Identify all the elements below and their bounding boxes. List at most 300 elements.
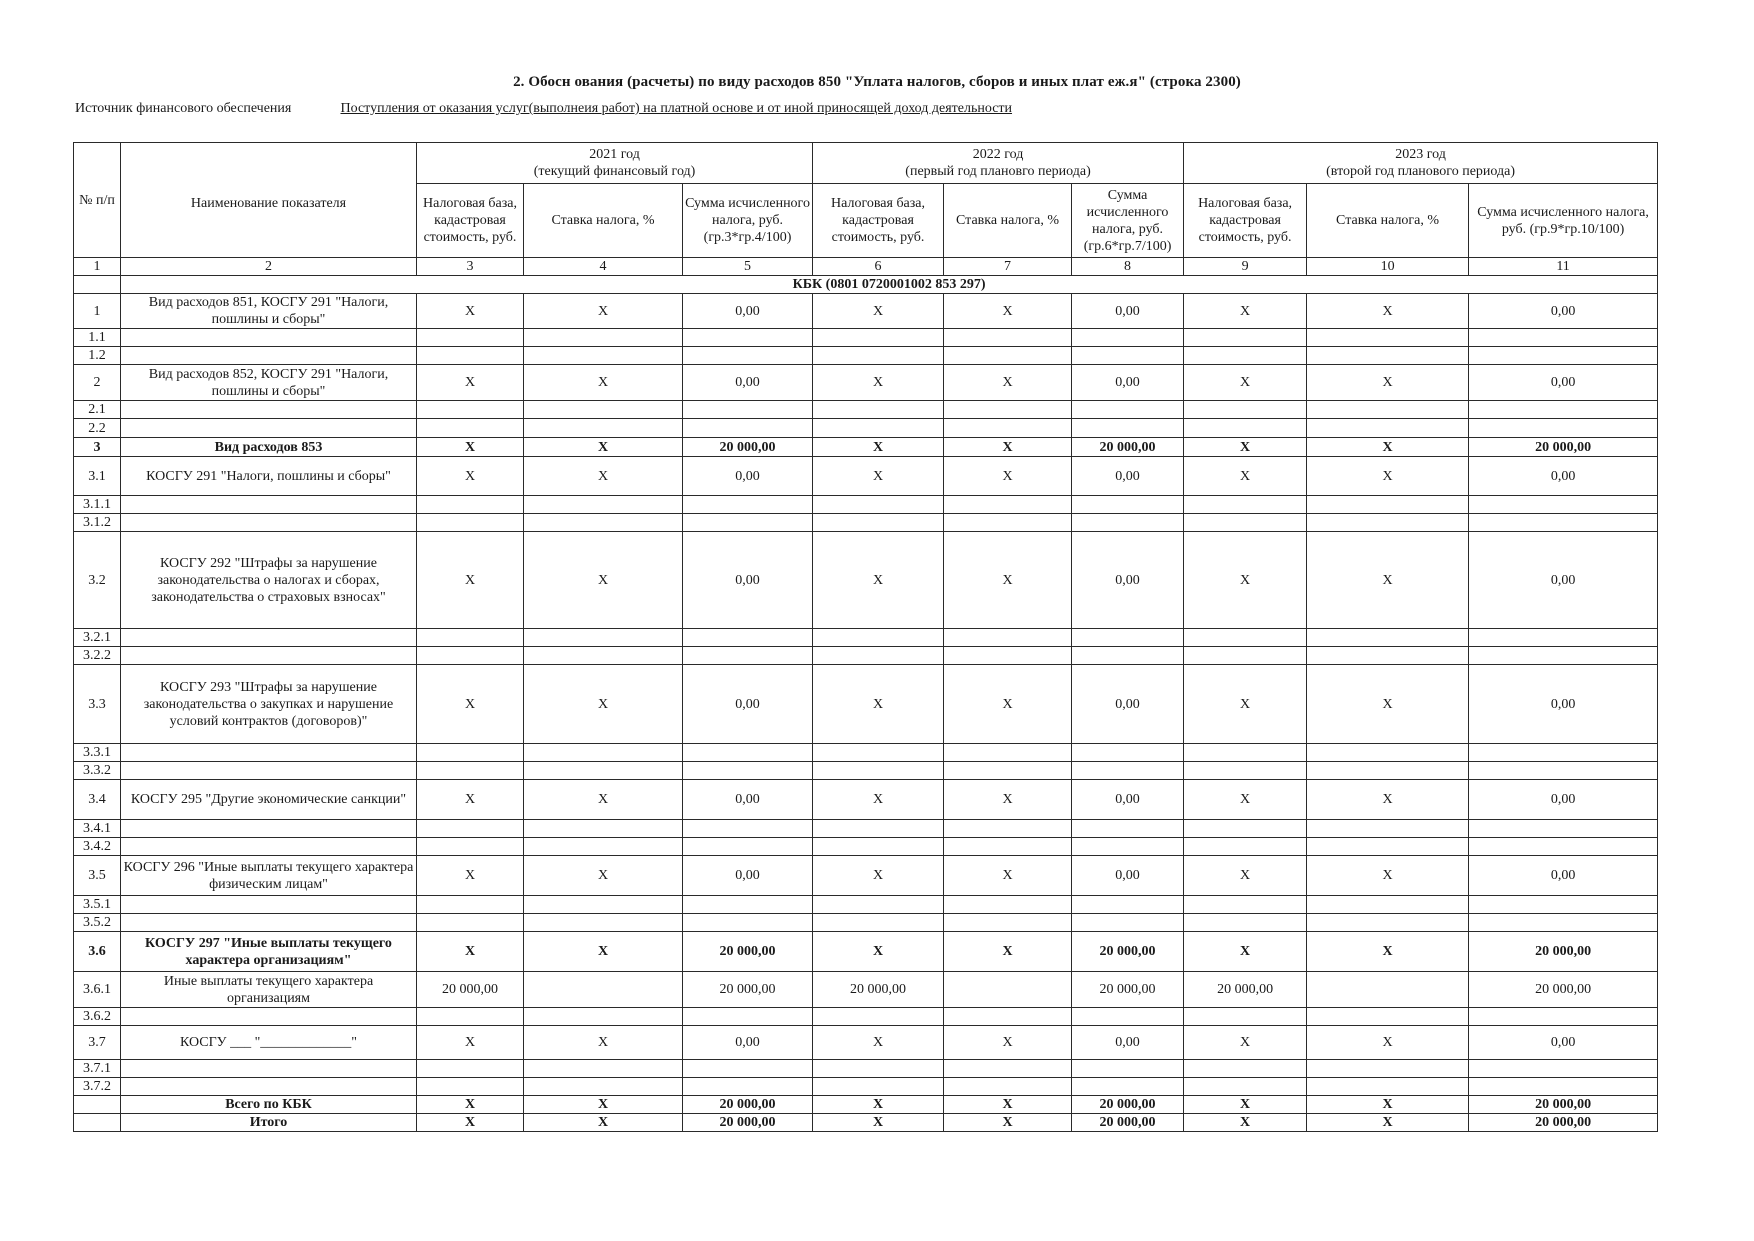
header-base: Налоговая база, кадастровая стоимость, руб.: [1184, 184, 1307, 258]
tax-rate-cell: [524, 1078, 683, 1096]
tax-base-cell: X: [417, 1096, 524, 1114]
tax-base-cell: [813, 514, 944, 532]
tax-base-cell: X: [1184, 1114, 1307, 1132]
header-year-2021: [417, 143, 813, 184]
tax-rate-cell: X: [944, 294, 1072, 329]
tax-base-cell: [1184, 896, 1307, 914]
tax-rate-cell: X: [944, 665, 1072, 744]
tax-base-cell: [1184, 914, 1307, 932]
tax-rate-cell: [944, 647, 1072, 665]
tax-sum-cell: 20 000,00: [1072, 1096, 1184, 1114]
header-base: Налоговая база, кадастровая стоимость, руб.: [813, 184, 944, 258]
tax-sum-cell: [683, 820, 813, 838]
table-row: [74, 838, 1658, 856]
tax-sum-cell: [1469, 1060, 1658, 1078]
tax-rate-cell: X: [1307, 780, 1469, 820]
tax-base-cell: X: [813, 780, 944, 820]
row-number: 1: [74, 294, 121, 329]
tax-rate-cell: [524, 347, 683, 365]
tax-sum-cell: [683, 419, 813, 438]
indicator-name: Иные выплаты текущего характера организациям: [121, 972, 417, 1008]
tax-rate-cell: [524, 647, 683, 665]
tax-rate-cell: [1307, 1008, 1469, 1026]
tax-base-cell: X: [417, 1114, 524, 1132]
tax-sum-cell: [1072, 1008, 1184, 1026]
tax-base-cell: [1184, 762, 1307, 780]
tax-sum-cell: [683, 629, 813, 647]
tax-sum-cell: [1072, 1078, 1184, 1096]
tax-rate-cell: [1307, 496, 1469, 514]
table-row: [74, 820, 1658, 838]
tax-rate-cell: X: [524, 1026, 683, 1060]
tax-rate-cell: X: [524, 780, 683, 820]
tax-rate-cell: [1307, 1060, 1469, 1078]
row-number: 3.3: [74, 665, 121, 744]
tax-base-cell: X: [1184, 438, 1307, 457]
tax-base-cell: X: [1184, 665, 1307, 744]
tax-rate-cell: X: [524, 856, 683, 896]
tax-rate-cell: [524, 496, 683, 514]
funding-source: [75, 101, 1012, 117]
tax-rate-cell: [944, 1008, 1072, 1026]
tax-base-cell: 20 000,00: [813, 972, 944, 1008]
tax-sum-cell: 20 000,00: [1469, 972, 1658, 1008]
tax-base-cell: [1184, 838, 1307, 856]
tax-base-cell: [417, 1078, 524, 1096]
tax-rate-cell: X: [944, 438, 1072, 457]
table-row: [74, 1008, 1658, 1026]
tax-base-cell: [1184, 419, 1307, 438]
tax-sum-cell: 0,00: [683, 856, 813, 896]
year-label: 2023 год: [1395, 147, 1446, 162]
tax-sum-cell: [1469, 496, 1658, 514]
row-number: 3.7.1: [74, 1060, 121, 1078]
indicator-name: Вид расходов 851, КОСГУ 291 "Налоги, пошлины и сборы": [121, 294, 417, 329]
tax-base-cell: X: [417, 780, 524, 820]
table-row: [74, 780, 1658, 820]
tax-rate-cell: [944, 744, 1072, 762]
tax-sum-cell: 0,00: [1072, 457, 1184, 496]
tax-sum-cell: [683, 329, 813, 347]
tax-sum-cell: 20 000,00: [1072, 1114, 1184, 1132]
tax-sum-cell: 0,00: [1469, 457, 1658, 496]
tax-base-cell: [417, 496, 524, 514]
tax-base-cell: X: [417, 294, 524, 329]
tax-rate-cell: [1307, 838, 1469, 856]
tax-rate-cell: [1307, 329, 1469, 347]
tax-rate-cell: [944, 896, 1072, 914]
indicator-name: [121, 914, 417, 932]
header-sum: Сумма исчисленного налога, руб. (гр.9*гр.10/100): [1469, 184, 1658, 258]
tax-sum-cell: 0,00: [1469, 856, 1658, 896]
tax-sum-cell: [1469, 1078, 1658, 1096]
tax-base-cell: [1184, 329, 1307, 347]
tax-base-cell: [813, 820, 944, 838]
tax-sum-cell: 0,00: [683, 365, 813, 401]
tax-rate-cell: [1307, 914, 1469, 932]
table-row: [74, 1026, 1658, 1060]
tax-rate-cell: [1307, 514, 1469, 532]
header-name: Наименование показателя: [121, 143, 417, 258]
tax-base-cell: X: [813, 294, 944, 329]
tax-base-cell: X: [813, 1026, 944, 1060]
tax-sum-cell: [683, 514, 813, 532]
tax-base-cell: [417, 896, 524, 914]
table-row: [74, 856, 1658, 896]
tax-sum-cell: [683, 914, 813, 932]
indicator-name: [121, 744, 417, 762]
indicator-name: [121, 820, 417, 838]
tax-base-cell: X: [813, 665, 944, 744]
tax-sum-cell: 0,00: [683, 780, 813, 820]
tax-rate-cell: [524, 514, 683, 532]
tax-sum-cell: [683, 1078, 813, 1096]
tax-base-cell: [813, 629, 944, 647]
tax-rate-cell: X: [1307, 665, 1469, 744]
tax-sum-cell: [1072, 647, 1184, 665]
tax-base-cell: [813, 419, 944, 438]
tax-rate-cell: X: [1307, 294, 1469, 329]
tax-base-cell: X: [417, 457, 524, 496]
header-no: № п/п: [74, 143, 121, 258]
tax-rate-cell: [524, 401, 683, 419]
tax-rate-cell: [1307, 401, 1469, 419]
header-rate: Ставка налога, %: [944, 184, 1072, 258]
indicator-name: [121, 1078, 417, 1096]
tax-rate-cell: [524, 1008, 683, 1026]
tax-rate-cell: [944, 972, 1072, 1008]
indicator-name: КОСГУ 295 "Другие экономические санкции": [121, 780, 417, 820]
tax-rate-cell: [524, 419, 683, 438]
tax-base-cell: [417, 1060, 524, 1078]
tax-sum-cell: [683, 762, 813, 780]
tax-sum-cell: [683, 838, 813, 856]
row-number: [74, 1096, 121, 1114]
tax-base-cell: [813, 347, 944, 365]
indicator-name: Вид расходов 853: [121, 438, 417, 457]
table-row: [74, 972, 1658, 1008]
tax-base-cell: X: [417, 665, 524, 744]
tax-rate-cell: X: [524, 1096, 683, 1114]
table-row: [74, 1060, 1658, 1078]
tax-base-cell: [417, 514, 524, 532]
tax-sum-cell: [1072, 329, 1184, 347]
table-row: [74, 896, 1658, 914]
indicator-name: [121, 647, 417, 665]
tax-sum-cell: 20 000,00: [1469, 438, 1658, 457]
column-number: 6: [813, 258, 944, 276]
tax-rate-cell: X: [944, 1114, 1072, 1132]
row-number: 3.2.2: [74, 647, 121, 665]
header-sum: Сумма исчисленного налога, руб. (гр.3*гр.4/100): [683, 184, 813, 258]
row-number: 3.4.1: [74, 820, 121, 838]
tax-sum-cell: [683, 347, 813, 365]
indicator-name: [121, 1008, 417, 1026]
tax-base-cell: [813, 838, 944, 856]
tax-base-cell: X: [813, 1096, 944, 1114]
tax-sum-cell: 20 000,00: [1072, 438, 1184, 457]
tax-base-cell: X: [417, 438, 524, 457]
indicator-name: [121, 838, 417, 856]
table-row: [74, 647, 1658, 665]
tax-rate-cell: X: [1307, 1026, 1469, 1060]
tax-base-cell: [417, 647, 524, 665]
tax-sum-cell: [1072, 1060, 1184, 1078]
tax-base-cell: [417, 1008, 524, 1026]
tax-base-cell: [417, 838, 524, 856]
tax-base-cell: [1184, 514, 1307, 532]
tax-sum-cell: [1072, 914, 1184, 932]
tax-sum-cell: [1072, 820, 1184, 838]
tax-base-cell: [417, 329, 524, 347]
tax-sum-cell: [1469, 514, 1658, 532]
tax-rate-cell: [944, 496, 1072, 514]
tax-base-cell: X: [417, 932, 524, 972]
tax-base-cell: [813, 1008, 944, 1026]
tax-base-cell: [813, 896, 944, 914]
tax-base-cell: X: [1184, 780, 1307, 820]
tax-base-cell: X: [1184, 932, 1307, 972]
tax-sum-cell: [1072, 762, 1184, 780]
row-number: 3.3.2: [74, 762, 121, 780]
period-label: (текущий финансовый год): [533, 164, 696, 179]
tax-base-cell: [813, 647, 944, 665]
tax-base-cell: X: [1184, 457, 1307, 496]
tax-base-cell: X: [1184, 1026, 1307, 1060]
tax-sum-cell: [1469, 896, 1658, 914]
tax-base-cell: [1184, 1078, 1307, 1096]
tax-base-cell: X: [417, 1026, 524, 1060]
tax-base-cell: [813, 401, 944, 419]
column-number: 9: [1184, 258, 1307, 276]
tax-rate-cell: X: [944, 1026, 1072, 1060]
tax-rate-cell: [944, 629, 1072, 647]
page-title: 2. Обосн ования (расчеты) по виду расходов 850 "Уплата налогов, сборов и иных плат еж.я" (строка 2300): [513, 74, 1241, 90]
table-row: [74, 932, 1658, 972]
table-row: [74, 294, 1658, 329]
row-number: 3.6: [74, 932, 121, 972]
column-numbers-row: [74, 258, 1658, 276]
tax-sum-cell: 0,00: [1072, 665, 1184, 744]
tax-rate-cell: [944, 401, 1072, 419]
column-number: 5: [683, 258, 813, 276]
tax-rate-cell: X: [524, 932, 683, 972]
tax-rate-cell: [944, 762, 1072, 780]
tax-base-cell: [417, 914, 524, 932]
row-number: 3.1.2: [74, 514, 121, 532]
tax-sum-cell: [1072, 514, 1184, 532]
indicator-name: [121, 347, 417, 365]
tax-base-cell: X: [1184, 1096, 1307, 1114]
tax-base-cell: X: [1184, 856, 1307, 896]
tax-rate-cell: [1307, 972, 1469, 1008]
tax-rate-cell: [1307, 896, 1469, 914]
header-base: Налоговая база, кадастровая стоимость, руб.: [417, 184, 524, 258]
row-number: 3.2.1: [74, 629, 121, 647]
row-number: 3.1.1: [74, 496, 121, 514]
row-number: 1.1: [74, 329, 121, 347]
tax-sum-cell: [1072, 496, 1184, 514]
tax-sum-cell: [683, 401, 813, 419]
table-row: [74, 365, 1658, 401]
tax-base-cell: X: [813, 457, 944, 496]
tax-sum-cell: [1469, 329, 1658, 347]
indicator-name: [121, 329, 417, 347]
tax-base-cell: [813, 496, 944, 514]
tax-base-cell: [1184, 1008, 1307, 1026]
row-number: 3.6.2: [74, 1008, 121, 1026]
column-number: 8: [1072, 258, 1184, 276]
tax-sum-cell: [1469, 914, 1658, 932]
funding-source-value: Поступления от оказания услуг(выполнеия работ) на платной основе и от иной приносящей доход деятельности: [340, 101, 1013, 116]
indicator-name: КОСГУ 297 "Иные выплаты текущего характера организациям": [121, 932, 417, 972]
tax-rate-cell: X: [524, 1114, 683, 1132]
tax-sum-cell: [683, 1008, 813, 1026]
tax-base-cell: [813, 914, 944, 932]
tax-rate-cell: [524, 838, 683, 856]
indicator-name: КОСГУ ___ "_____________": [121, 1026, 417, 1060]
tax-rate-cell: [524, 629, 683, 647]
tax-sum-cell: [1469, 820, 1658, 838]
tax-rate-cell: [1307, 1078, 1469, 1096]
tax-sum-cell: [683, 744, 813, 762]
row-number: 3.4: [74, 780, 121, 820]
tax-base-cell: [417, 820, 524, 838]
tax-base-cell: X: [1184, 532, 1307, 629]
row-number: 3.2: [74, 532, 121, 629]
tax-rate-cell: [944, 347, 1072, 365]
tax-sum-cell: 20 000,00: [683, 972, 813, 1008]
tax-sum-cell: [683, 496, 813, 514]
tax-rate-cell: X: [524, 457, 683, 496]
column-number: 3: [417, 258, 524, 276]
table-row: [74, 1096, 1658, 1114]
indicator-name: [121, 629, 417, 647]
tax-sum-cell: 0,00: [683, 1026, 813, 1060]
tax-rate-cell: [524, 762, 683, 780]
tax-rate-cell: X: [1307, 532, 1469, 629]
tax-rate-cell: [524, 744, 683, 762]
tax-sum-cell: [683, 1060, 813, 1078]
tax-base-cell: [1184, 496, 1307, 514]
tax-sum-cell: [1072, 401, 1184, 419]
row-number: [74, 1114, 121, 1132]
row-number: 3: [74, 438, 121, 457]
tax-base-cell: [417, 629, 524, 647]
tax-sum-cell: 20 000,00: [1072, 932, 1184, 972]
tax-rate-cell: [524, 972, 683, 1008]
table-row: [74, 347, 1658, 365]
tax-sum-cell: 0,00: [683, 294, 813, 329]
tax-base-cell: X: [417, 856, 524, 896]
table-row: [74, 665, 1658, 744]
tax-sum-cell: 0,00: [1072, 294, 1184, 329]
tax-sum-cell: [683, 647, 813, 665]
indicator-name: КОСГУ 293 "Штрафы за нарушение законодательства о закупках и нарушение условий контрактов (договоров)": [121, 665, 417, 744]
tax-sum-cell: 0,00: [683, 457, 813, 496]
tax-base-cell: [417, 401, 524, 419]
tax-rate-cell: X: [944, 1096, 1072, 1114]
tax-rate-cell: X: [1307, 365, 1469, 401]
tax-rate-cell: X: [944, 532, 1072, 629]
tax-rate-cell: [1307, 820, 1469, 838]
row-number: 3.6.1: [74, 972, 121, 1008]
kbk-blank: [74, 276, 121, 294]
tax-rate-cell: [1307, 347, 1469, 365]
tax-rate-cell: X: [1307, 856, 1469, 896]
tax-sum-cell: 0,00: [1469, 1026, 1658, 1060]
tax-rate-cell: X: [944, 856, 1072, 896]
tax-base-cell: X: [417, 365, 524, 401]
tax-rate-cell: X: [1307, 932, 1469, 972]
tax-sum-cell: 20 000,00: [683, 1114, 813, 1132]
tax-base-cell: X: [813, 438, 944, 457]
year-label: 2021 год: [589, 147, 640, 162]
indicator-name: Итого: [121, 1114, 417, 1132]
tax-base-cell: [1184, 347, 1307, 365]
tax-base-cell: [1184, 401, 1307, 419]
indicator-name: [121, 1060, 417, 1078]
tax-base-cell: [813, 1060, 944, 1078]
tax-base-cell: [1184, 744, 1307, 762]
tax-rate-cell: [1307, 762, 1469, 780]
table-row: [74, 401, 1658, 419]
period-label: (второй год планового периода): [1326, 164, 1515, 179]
row-number: 3.5: [74, 856, 121, 896]
tax-base-cell: [417, 762, 524, 780]
funding-source-label: Источник финансового обеспечения: [75, 101, 292, 116]
tax-sum-cell: 0,00: [1469, 532, 1658, 629]
tax-sum-cell: 0,00: [1072, 532, 1184, 629]
table-row: [74, 438, 1658, 457]
table-row: [74, 629, 1658, 647]
tax-base-cell: [1184, 1060, 1307, 1078]
tax-rate-cell: [1307, 419, 1469, 438]
tax-rate-cell: [944, 1060, 1072, 1078]
tax-sum-cell: [1469, 629, 1658, 647]
tax-sum-cell: 0,00: [1469, 294, 1658, 329]
row-number: 3.7: [74, 1026, 121, 1060]
indicator-name: [121, 762, 417, 780]
header-year-2023: [1184, 143, 1658, 184]
table-row: [74, 1078, 1658, 1096]
table-row: [74, 457, 1658, 496]
indicator-name: КОСГУ 291 "Налоги, пошлины и сборы": [121, 457, 417, 496]
indicator-name: Вид расходов 852, КОСГУ 291 "Налоги, пошлины и сборы": [121, 365, 417, 401]
tax-sum-cell: [1072, 896, 1184, 914]
tax-rate-cell: [944, 329, 1072, 347]
tax-rate-cell: X: [524, 532, 683, 629]
tax-rate-cell: X: [944, 780, 1072, 820]
tax-sum-cell: 0,00: [1469, 665, 1658, 744]
table-row: [74, 496, 1658, 514]
tax-sum-cell: [1072, 347, 1184, 365]
header-rate: Ставка налога, %: [524, 184, 683, 258]
tax-rate-cell: [1307, 647, 1469, 665]
indicator-name: [121, 514, 417, 532]
row-number: 3.5.2: [74, 914, 121, 932]
tax-sum-cell: 0,00: [1072, 856, 1184, 896]
table-row: [74, 532, 1658, 629]
tax-base-cell: X: [813, 532, 944, 629]
tax-rate-cell: [524, 896, 683, 914]
tax-base-cell: [813, 1078, 944, 1096]
tax-base-cell: X: [813, 932, 944, 972]
tax-sum-cell: 20 000,00: [1072, 972, 1184, 1008]
tax-base-cell: [813, 329, 944, 347]
kbk-code: КБК (0801 0720001002 853 297): [121, 276, 1658, 294]
tax-base-cell: X: [1184, 294, 1307, 329]
